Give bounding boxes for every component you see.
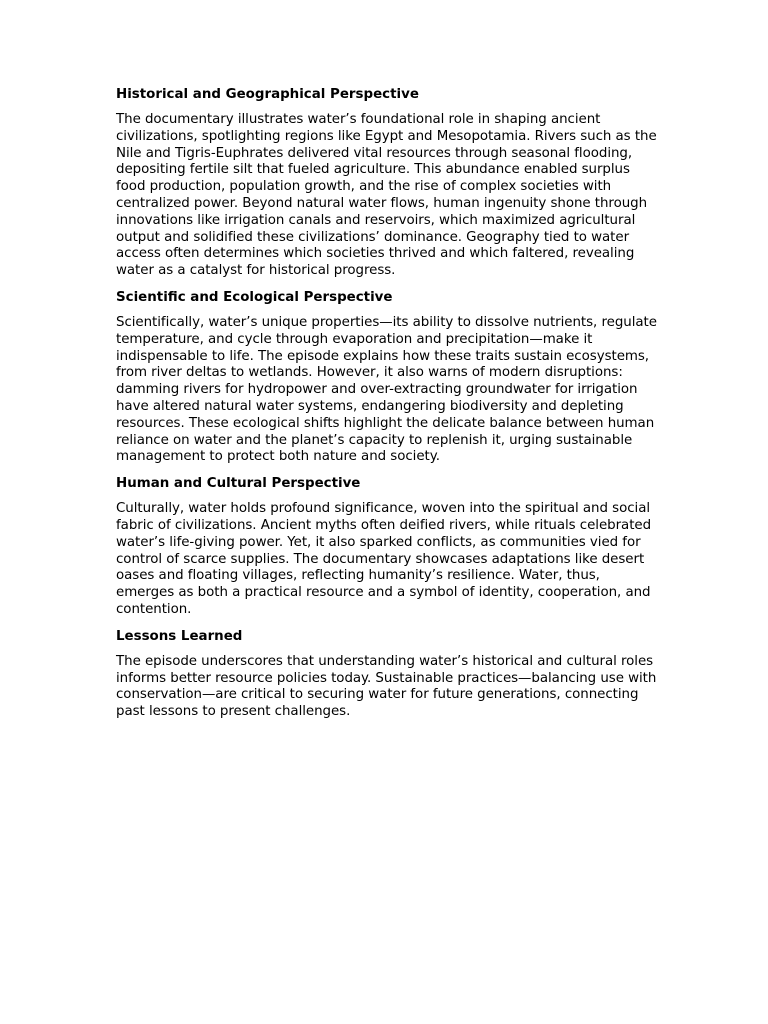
section-paragraph: The episode underscores that understanding water’s historical and cultural roles informs better resource policies today. Sustainable practices—balancing use with conservation—are critical to securing water for future generations, connecting past lessons to present challenges.	[116, 653, 657, 720]
section-human-cultural	[116, 475, 661, 619]
section-heading: Human and Cultural Perspective	[116, 476, 361, 492]
section-lessons-learned	[116, 628, 661, 721]
section-paragraph: Scientifically, water’s unique properties—its ability to dissolve nutrients, regulate temperature, and cycle through evaporation and precipitation—make it indispensable to life. The episode explains how these traits sustain ecosystems, from river deltas to wetlands. However, it also warns of modern disruptions: damming rivers for hydropower and over-extracting groundwater for irrigation have altered natural water systems, endangering biodiversity and depleting resources. These ecological shifts highlight the delicate balance between human reliance on water and the planet’s capacity to replenish it, urging sustainable management to protect both nature and society.	[116, 314, 657, 465]
section-heading: Scientific and Ecological Perspective	[116, 289, 393, 305]
section-heading: Historical and Geographical Perspective	[116, 87, 419, 102]
section-scientific-ecological	[116, 289, 661, 466]
section-historical-geographical	[116, 86, 661, 280]
section-heading: Lessons Learned	[116, 628, 243, 644]
document-page	[116, 86, 661, 730]
section-paragraph: The documentary illustrates water’s foundational role in shaping ancient civilizations, spotlighting regions like Egypt and Mesopotamia. Rivers such as the Nile and Tigris-Euphrates delivered vital resources through seasonal flooding, depositing fertile silt that fueled agriculture. This abundance enabled surplus food production, population growth, and the rise of complex societies with centralized power. Beyond natural water flows, human ingenuity shone through innovations like irrigation canals and reservoirs, which maximized agricultural output and solidified these civilizations’ dominance. Geography tied to water access often determines which societies thrived and which faltered, revealing water as a catalyst for historical progress.	[116, 112, 657, 279]
section-paragraph: Culturally, water holds profound significance, woven into the spiritual and social fabric of civilizations. Ancient myths often deified rivers, while rituals celebrated water’s life-giving power. Yet, it also sparked conflicts, as communities vied for control of scarce supplies. The documentary showcases adaptations like desert oases and floating villages, reflecting humanity’s resilience. Water, thus, emerges as both a practical resource and a symbol of identity, cooperation, and contention.	[116, 501, 652, 617]
